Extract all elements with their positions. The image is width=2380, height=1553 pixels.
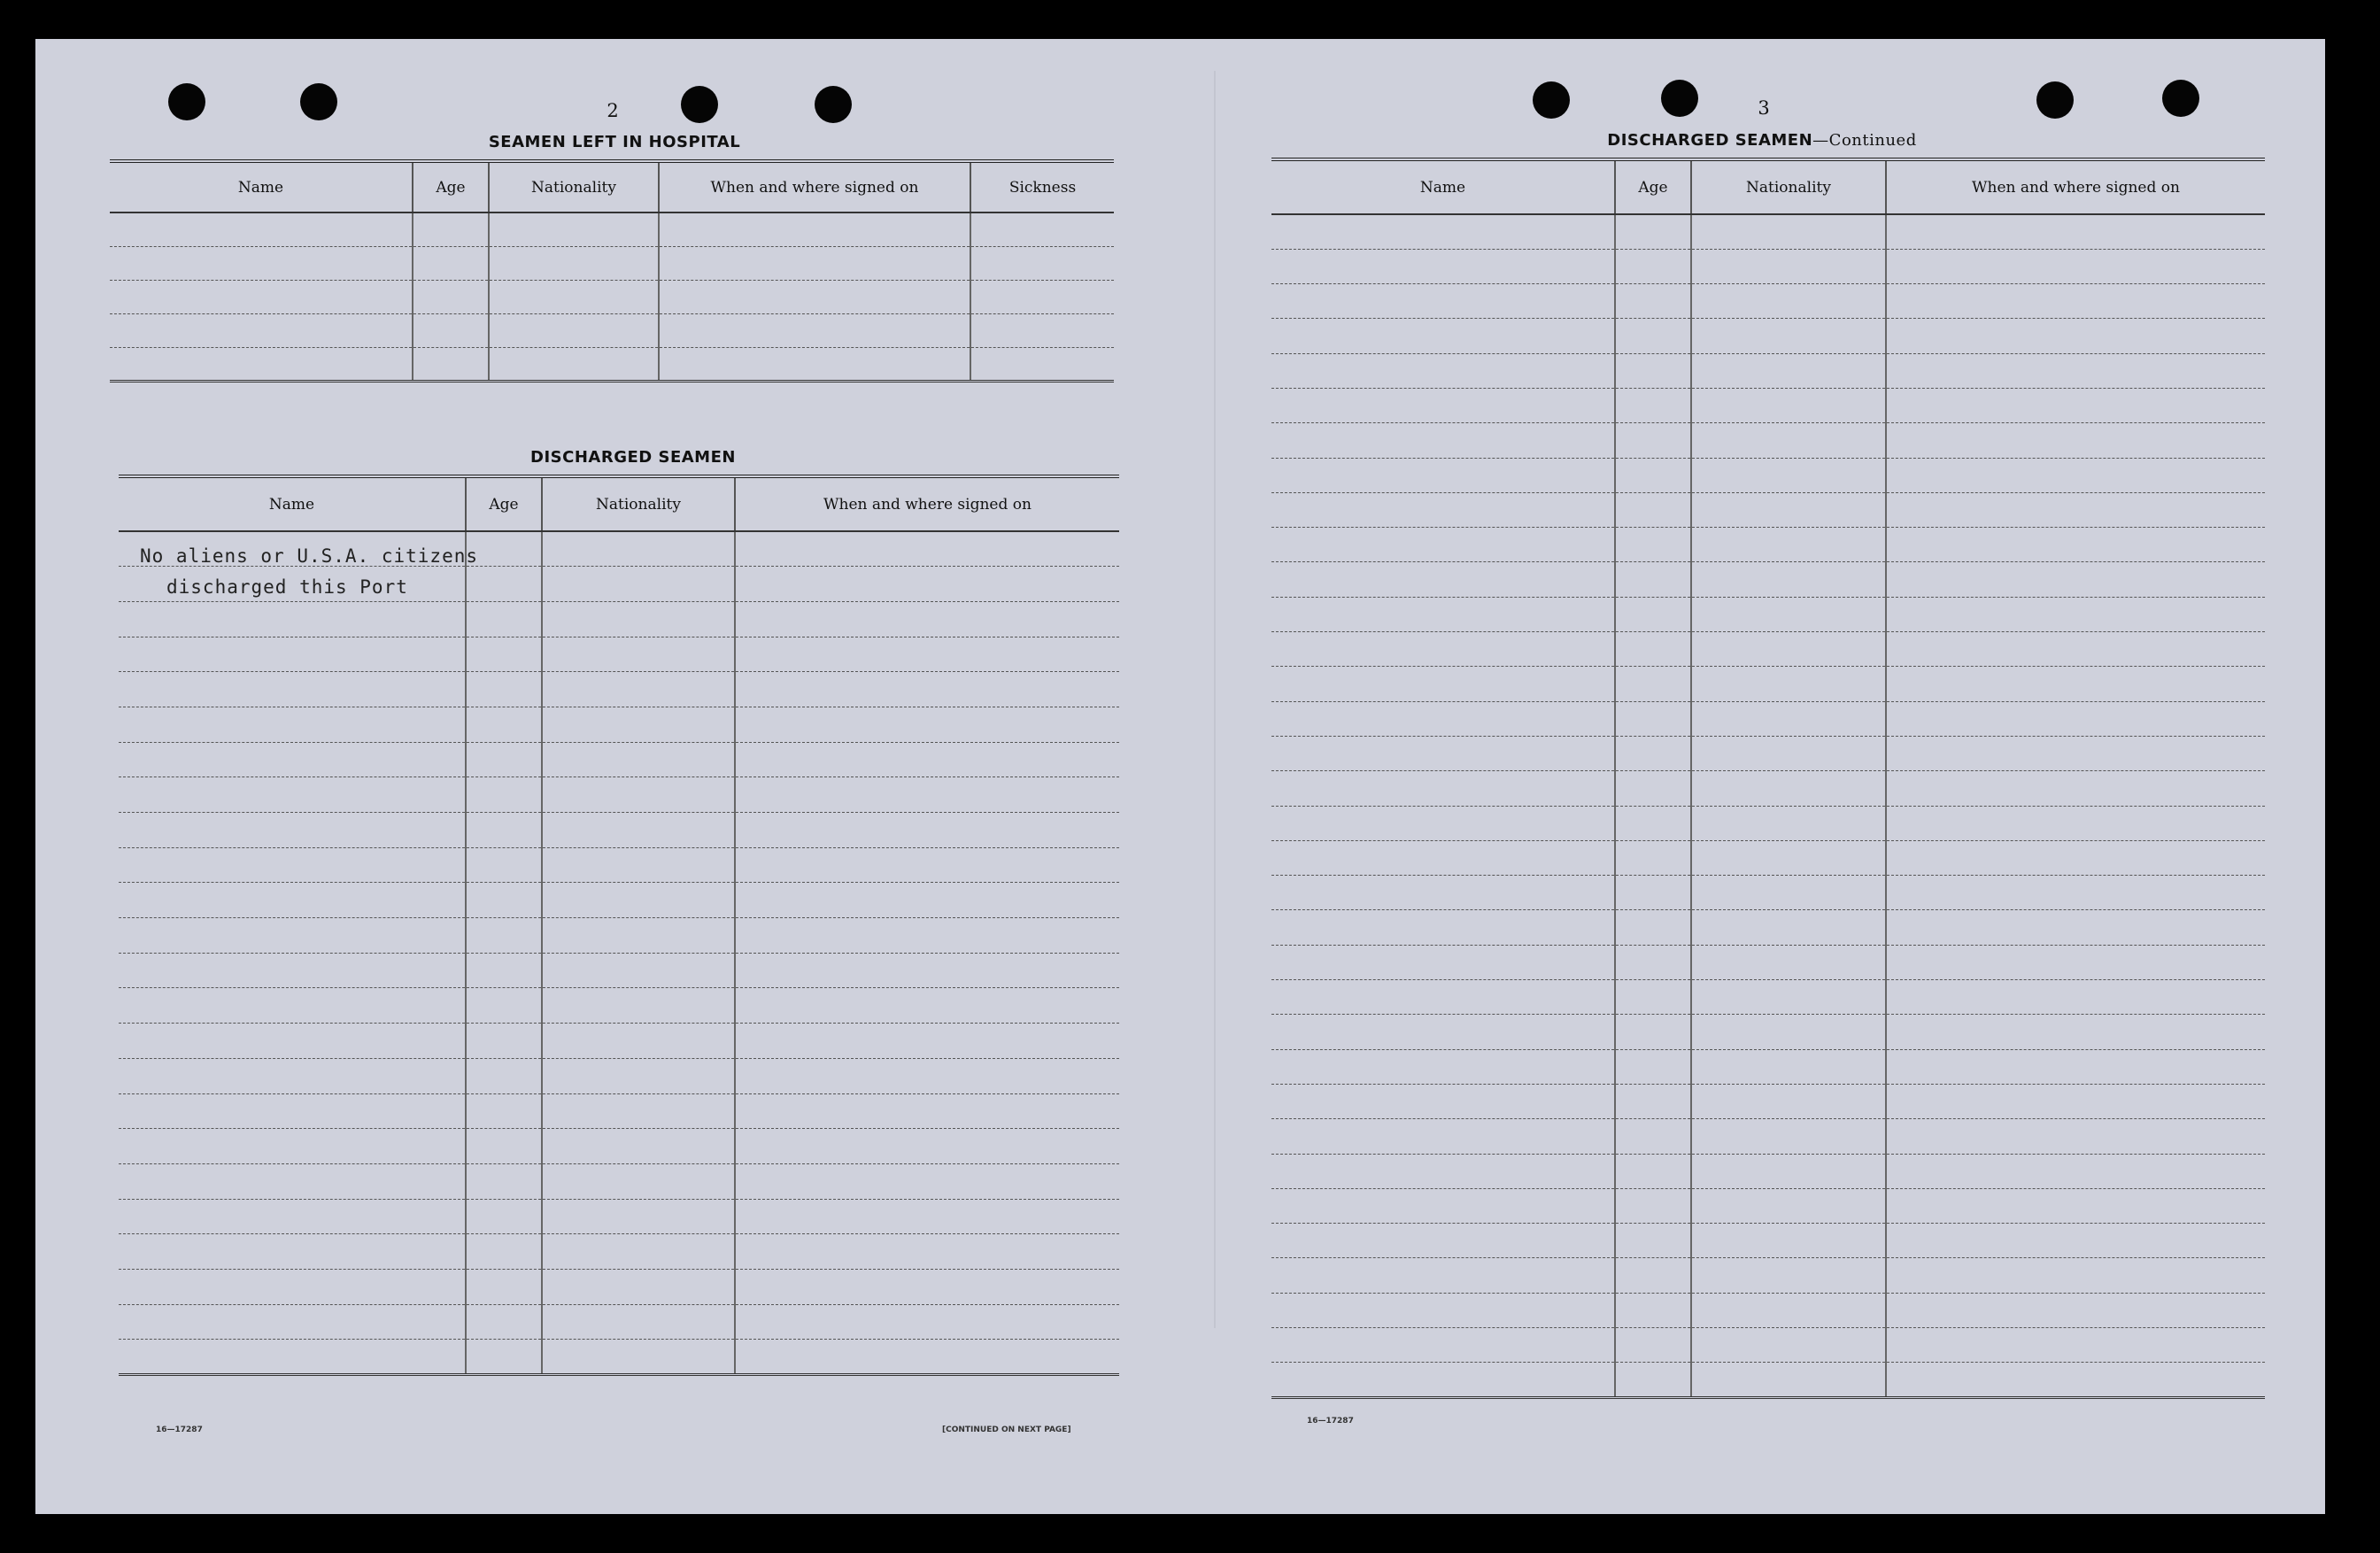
table-cell[interactable] xyxy=(1886,910,2265,945)
table-cell[interactable] xyxy=(466,1269,542,1304)
table-cell[interactable] xyxy=(542,637,735,672)
table-cell[interactable] xyxy=(1615,249,1691,283)
table-cell[interactable] xyxy=(466,988,542,1024)
table-cell[interactable] xyxy=(1271,284,1615,319)
table-cell[interactable] xyxy=(466,1058,542,1093)
table-cell[interactable] xyxy=(542,883,735,918)
table-cell[interactable] xyxy=(1886,1084,2265,1118)
table-cell[interactable] xyxy=(1615,284,1691,319)
table-cell[interactable] xyxy=(542,1199,735,1234)
table-cell[interactable] xyxy=(466,567,542,602)
table-cell[interactable] xyxy=(1271,492,1615,527)
table-cell[interactable] xyxy=(659,347,970,381)
table-cell[interactable] xyxy=(110,313,413,347)
table-cell[interactable] xyxy=(1615,597,1691,631)
table-cell[interactable] xyxy=(1271,1363,1615,1397)
table-cell[interactable] xyxy=(970,212,1114,246)
table-cell[interactable] xyxy=(1691,1154,1886,1188)
table-cell[interactable] xyxy=(466,813,542,848)
table-cell[interactable] xyxy=(466,918,542,954)
table-cell[interactable] xyxy=(1691,876,1886,910)
table-cell[interactable] xyxy=(1271,1119,1615,1154)
table-cell[interactable] xyxy=(735,707,1119,742)
table-cell[interactable] xyxy=(119,1093,466,1129)
table-cell[interactable] xyxy=(1615,528,1691,562)
table-cell[interactable] xyxy=(1691,1015,1886,1049)
table-cell[interactable] xyxy=(1271,1049,1615,1084)
table-cell[interactable] xyxy=(1271,806,1615,840)
table-cell[interactable] xyxy=(735,1199,1119,1234)
column-header-name: Name xyxy=(119,476,466,531)
punch-hole xyxy=(815,86,852,123)
table-cell[interactable] xyxy=(542,1163,735,1199)
table-cell[interactable] xyxy=(119,847,466,883)
table-cell[interactable] xyxy=(1691,597,1886,631)
punch-hole xyxy=(168,83,205,120)
table-cell[interactable] xyxy=(1615,423,1691,458)
table-cell[interactable] xyxy=(542,742,735,777)
table-cell[interactable] xyxy=(735,742,1119,777)
column-header-nationality: Nationality xyxy=(1691,159,1886,214)
table-cell[interactable] xyxy=(1615,736,1691,770)
table-cell[interactable] xyxy=(1615,492,1691,527)
table-cell[interactable] xyxy=(110,246,413,280)
table-cell[interactable] xyxy=(119,918,466,954)
table-cell[interactable] xyxy=(466,601,542,637)
table-cell[interactable] xyxy=(1886,458,2265,492)
table-cell[interactable] xyxy=(1271,771,1615,806)
table-cell[interactable] xyxy=(1691,1119,1886,1154)
table-cell[interactable] xyxy=(735,1129,1119,1164)
table-cell[interactable] xyxy=(1271,1188,1615,1223)
table-cell[interactable] xyxy=(1886,701,2265,736)
table-cell[interactable] xyxy=(1691,806,1886,840)
table-cell[interactable] xyxy=(1691,319,1886,353)
punch-hole xyxy=(1661,80,1698,117)
table-cell[interactable] xyxy=(1615,1363,1691,1397)
column-header-signed-on: When and where signed on xyxy=(659,161,970,212)
table-cell[interactable] xyxy=(1271,1258,1615,1293)
column-header-nationality: Nationality xyxy=(489,161,659,212)
table-cell[interactable] xyxy=(119,777,466,813)
table-cell[interactable] xyxy=(119,813,466,848)
table-cell[interactable] xyxy=(1886,840,2265,875)
table-cell[interactable] xyxy=(1691,388,1886,422)
table-cell[interactable] xyxy=(735,1304,1119,1340)
table-cell[interactable] xyxy=(110,347,413,381)
table-cell[interactable] xyxy=(1271,1084,1615,1118)
table-cell[interactable] xyxy=(1886,876,2265,910)
table-cell[interactable] xyxy=(542,601,735,637)
table-cell[interactable] xyxy=(1271,980,1615,1015)
column-header-nationality: Nationality xyxy=(542,476,735,531)
table-cell[interactable] xyxy=(466,953,542,988)
punch-hole xyxy=(1533,81,1570,119)
table-cell[interactable] xyxy=(1691,284,1886,319)
column-header-signed-on: When and where signed on xyxy=(1886,159,2265,214)
table-cell[interactable] xyxy=(542,1024,735,1059)
table-cell[interactable] xyxy=(1615,667,1691,701)
table-cell[interactable] xyxy=(466,707,542,742)
table-cell[interactable] xyxy=(735,672,1119,707)
table-cell[interactable] xyxy=(466,1163,542,1199)
table-cell[interactable] xyxy=(1691,423,1886,458)
table-cell[interactable] xyxy=(1691,458,1886,492)
table-cell[interactable] xyxy=(1691,1363,1886,1397)
table-cell[interactable] xyxy=(1615,910,1691,945)
column-header-age: Age xyxy=(413,161,489,212)
table-cell[interactable] xyxy=(1271,1015,1615,1049)
discharged-continued-table xyxy=(1271,158,2265,1399)
table-cell[interactable] xyxy=(735,918,1119,954)
table-cell[interactable] xyxy=(1615,771,1691,806)
table-cell[interactable] xyxy=(489,246,659,280)
table-cell[interactable] xyxy=(1886,1293,2265,1327)
table-cell[interactable] xyxy=(413,280,489,313)
table-cell[interactable] xyxy=(1691,701,1886,736)
table-cell[interactable] xyxy=(1691,840,1886,875)
table-cell[interactable] xyxy=(1271,528,1615,562)
table-cell[interactable] xyxy=(1615,1049,1691,1084)
table-cell[interactable] xyxy=(413,212,489,246)
table-cell[interactable] xyxy=(119,637,466,672)
table-cell[interactable] xyxy=(1615,388,1691,422)
table-cell[interactable] xyxy=(542,918,735,954)
table-cell[interactable] xyxy=(1691,1049,1886,1084)
table-cell[interactable] xyxy=(1271,667,1615,701)
table-cell[interactable] xyxy=(542,1269,735,1304)
table-cell[interactable] xyxy=(466,777,542,813)
table-cell[interactable] xyxy=(542,953,735,988)
table-cell[interactable] xyxy=(1886,771,2265,806)
typed-entry-line: No aliens or U.S.A. citizens xyxy=(140,545,479,567)
table-cell[interactable] xyxy=(1886,736,2265,770)
table-cell[interactable] xyxy=(413,246,489,280)
table-cell[interactable] xyxy=(735,847,1119,883)
table-cell[interactable] xyxy=(970,280,1114,313)
table-cell[interactable] xyxy=(119,1163,466,1199)
form-number-left: 16—17287 xyxy=(156,1426,203,1434)
table-cell[interactable] xyxy=(1615,1293,1691,1327)
table-cell[interactable] xyxy=(735,637,1119,672)
table-cell[interactable] xyxy=(1886,319,2265,353)
table-cell[interactable] xyxy=(735,988,1119,1024)
table-cell[interactable] xyxy=(1886,1328,2265,1363)
punch-hole xyxy=(681,86,718,123)
table-cell[interactable] xyxy=(1691,910,1886,945)
table-cell[interactable] xyxy=(1691,736,1886,770)
table-cell[interactable] xyxy=(735,883,1119,918)
table-cell[interactable] xyxy=(1615,980,1691,1015)
column-header-name: Name xyxy=(1271,159,1615,214)
table-cell[interactable] xyxy=(489,212,659,246)
table-cell[interactable] xyxy=(542,777,735,813)
column-header-age: Age xyxy=(466,476,542,531)
table-cell[interactable] xyxy=(1886,1188,2265,1223)
table-cell[interactable] xyxy=(466,1199,542,1234)
table-cell[interactable] xyxy=(1886,945,2265,979)
discharged-table xyxy=(119,475,1119,1376)
table-cell[interactable] xyxy=(119,1269,466,1304)
table-cell[interactable] xyxy=(1271,945,1615,979)
table-cell[interactable] xyxy=(1271,1328,1615,1363)
table-cell[interactable] xyxy=(1886,1015,2265,1049)
table-cell[interactable] xyxy=(119,1199,466,1234)
table-cell[interactable] xyxy=(1691,249,1886,283)
table-cell[interactable] xyxy=(1615,1188,1691,1223)
table-cell[interactable] xyxy=(542,707,735,742)
table-cell[interactable] xyxy=(1886,249,2265,283)
punch-hole xyxy=(2162,80,2199,117)
table-cell[interactable] xyxy=(1886,1363,2265,1397)
table-cell[interactable] xyxy=(1691,1224,1886,1258)
typed-entry-line: discharged this Port xyxy=(166,576,408,598)
table-cell[interactable] xyxy=(1615,806,1691,840)
section-title: DISCHARGED SEAMEN xyxy=(1607,131,1813,150)
table-cell[interactable] xyxy=(1886,1224,2265,1258)
table-cell[interactable] xyxy=(1615,945,1691,979)
column-header-sickness: Sickness xyxy=(970,161,1114,212)
table-cell[interactable] xyxy=(466,1304,542,1340)
table-cell[interactable] xyxy=(735,813,1119,848)
table-cell[interactable] xyxy=(1271,423,1615,458)
table-cell[interactable] xyxy=(735,1024,1119,1059)
table-cell[interactable] xyxy=(1886,1154,2265,1188)
table-cell[interactable] xyxy=(466,883,542,918)
table-cell[interactable] xyxy=(735,567,1119,602)
table-cell[interactable] xyxy=(1271,1293,1615,1327)
continued-note: [CONTINUED ON NEXT PAGE] xyxy=(942,1426,1071,1434)
table-cell[interactable] xyxy=(1886,284,2265,319)
table-cell[interactable] xyxy=(1691,1084,1886,1118)
table-cell[interactable] xyxy=(659,212,970,246)
table-cell[interactable] xyxy=(1615,701,1691,736)
table-cell[interactable] xyxy=(1691,1328,1886,1363)
discharged-continued-title xyxy=(1558,131,1966,150)
table-cell[interactable] xyxy=(1886,1258,2265,1293)
table-cell[interactable] xyxy=(1271,597,1615,631)
table-cell[interactable] xyxy=(119,742,466,777)
table-cell[interactable] xyxy=(1886,492,2265,527)
table-cell[interactable] xyxy=(542,813,735,848)
table-cell[interactable] xyxy=(119,1340,466,1375)
table-cell[interactable] xyxy=(119,1129,466,1164)
table-cell[interactable] xyxy=(659,246,970,280)
table-cell[interactable] xyxy=(1886,353,2265,388)
table-cell[interactable] xyxy=(119,1304,466,1340)
table-cell[interactable] xyxy=(1615,1154,1691,1188)
column-header-signed-on: When and where signed on xyxy=(735,476,1119,531)
table-cell[interactable] xyxy=(1271,388,1615,422)
table-cell[interactable] xyxy=(1691,771,1886,806)
table-cell[interactable] xyxy=(1615,1328,1691,1363)
table-cell[interactable] xyxy=(1615,214,1691,249)
table-cell[interactable] xyxy=(489,280,659,313)
table-cell[interactable] xyxy=(1615,353,1691,388)
table-cell[interactable] xyxy=(1886,388,2265,422)
table-cell[interactable] xyxy=(1615,562,1691,597)
table-cell[interactable] xyxy=(119,672,466,707)
table-cell[interactable] xyxy=(1615,1119,1691,1154)
table-cell[interactable] xyxy=(1271,632,1615,667)
table-cell[interactable] xyxy=(1271,458,1615,492)
table-cell[interactable] xyxy=(1271,1224,1615,1258)
table-cell[interactable] xyxy=(489,347,659,381)
table-cell[interactable] xyxy=(1271,562,1615,597)
table-cell[interactable] xyxy=(1271,876,1615,910)
table-cell[interactable] xyxy=(1615,1015,1691,1049)
table-cell[interactable] xyxy=(1271,736,1615,770)
table-cell[interactable] xyxy=(1691,528,1886,562)
table-cell[interactable] xyxy=(1691,980,1886,1015)
table-cell[interactable] xyxy=(110,212,413,246)
table-cell[interactable] xyxy=(1271,701,1615,736)
table-cell[interactable] xyxy=(1886,597,2265,631)
table-cell[interactable] xyxy=(1886,632,2265,667)
table-cell[interactable] xyxy=(542,847,735,883)
table-cell[interactable] xyxy=(735,531,1119,567)
table-cell[interactable] xyxy=(1886,1119,2265,1154)
table-cell[interactable] xyxy=(1691,492,1886,527)
table-cell[interactable] xyxy=(1271,249,1615,283)
table-cell[interactable] xyxy=(466,1340,542,1375)
table-cell[interactable] xyxy=(970,347,1114,381)
column-header-age: Age xyxy=(1615,159,1691,214)
table-cell[interactable] xyxy=(413,347,489,381)
table-cell[interactable] xyxy=(1886,806,2265,840)
table-cell[interactable] xyxy=(466,672,542,707)
table-cell[interactable] xyxy=(466,1129,542,1164)
table-cell[interactable] xyxy=(110,280,413,313)
column-header-name: Name xyxy=(110,161,413,212)
discharged-section-title: DISCHARGED SEAMEN xyxy=(530,448,736,467)
table-cell[interactable] xyxy=(1691,1258,1886,1293)
table-cell[interactable] xyxy=(1271,353,1615,388)
page-number-left: 2 xyxy=(607,100,619,121)
table-cell[interactable] xyxy=(466,637,542,672)
table-cell[interactable] xyxy=(970,246,1114,280)
table-cell[interactable] xyxy=(542,1058,735,1093)
table-cell[interactable] xyxy=(1271,840,1615,875)
table-cell[interactable] xyxy=(542,988,735,1024)
table-cell[interactable] xyxy=(1691,945,1886,979)
table-cell[interactable] xyxy=(542,1304,735,1340)
table-cell[interactable] xyxy=(1886,980,2265,1015)
page-number-right: 3 xyxy=(1758,97,1770,119)
table-cell[interactable] xyxy=(1615,1258,1691,1293)
table-cell[interactable] xyxy=(1615,876,1691,910)
table-cell[interactable] xyxy=(542,1234,735,1270)
table-cell[interactable] xyxy=(466,742,542,777)
table-cell[interactable] xyxy=(1271,214,1615,249)
table-cell[interactable] xyxy=(1615,840,1691,875)
table-cell[interactable] xyxy=(659,313,970,347)
section-title-suffix: —Continued xyxy=(1812,131,1917,150)
table-cell[interactable] xyxy=(1886,667,2265,701)
table-cell[interactable] xyxy=(413,313,489,347)
table-cell[interactable] xyxy=(735,1058,1119,1093)
table-cell[interactable] xyxy=(119,601,466,637)
hospital-section-title: SEAMEN LEFT IN HOSPITAL xyxy=(488,133,741,151)
table-cell[interactable] xyxy=(542,1340,735,1375)
table-cell[interactable] xyxy=(1615,632,1691,667)
table-cell[interactable] xyxy=(1615,1224,1691,1258)
table-cell[interactable] xyxy=(735,1269,1119,1304)
table-cell[interactable] xyxy=(735,777,1119,813)
table-cell[interactable] xyxy=(1615,458,1691,492)
table-cell[interactable] xyxy=(1691,632,1886,667)
table-cell[interactable] xyxy=(1691,667,1886,701)
table-cell[interactable] xyxy=(659,280,970,313)
table-cell[interactable] xyxy=(119,707,466,742)
table-cell[interactable] xyxy=(119,1024,466,1059)
table-cell[interactable] xyxy=(1691,1293,1886,1327)
table-cell[interactable] xyxy=(735,953,1119,988)
table-cell[interactable] xyxy=(1886,214,2265,249)
table-cell[interactable] xyxy=(1886,562,2265,597)
table-cell[interactable] xyxy=(119,1058,466,1093)
table-cell[interactable] xyxy=(119,1234,466,1270)
table-cell[interactable] xyxy=(542,672,735,707)
table-cell[interactable] xyxy=(542,531,735,567)
table-cell[interactable] xyxy=(466,1234,542,1270)
table-cell[interactable] xyxy=(735,1340,1119,1375)
table-cell[interactable] xyxy=(1271,910,1615,945)
table-cell[interactable] xyxy=(735,1234,1119,1270)
table-cell[interactable] xyxy=(1691,353,1886,388)
table-cell[interactable] xyxy=(489,313,659,347)
punch-hole xyxy=(2036,81,2074,119)
table-cell[interactable] xyxy=(1886,528,2265,562)
table-cell[interactable] xyxy=(466,1093,542,1129)
hospital-table xyxy=(110,159,1114,382)
table-cell[interactable] xyxy=(1886,423,2265,458)
table-cell[interactable] xyxy=(466,847,542,883)
table-cell[interactable] xyxy=(970,313,1114,347)
table-cell[interactable] xyxy=(735,601,1119,637)
page-fold xyxy=(1214,71,1216,1328)
table-cell[interactable] xyxy=(466,1024,542,1059)
table-cell[interactable] xyxy=(1271,319,1615,353)
table-cell[interactable] xyxy=(119,883,466,918)
table-cell[interactable] xyxy=(1886,1049,2265,1084)
table-cell[interactable] xyxy=(735,1093,1119,1129)
table-cell[interactable] xyxy=(542,1093,735,1129)
table-cell[interactable] xyxy=(1691,214,1886,249)
table-cell[interactable] xyxy=(1691,1188,1886,1223)
table-cell[interactable] xyxy=(542,567,735,602)
form-number-right: 16—17287 xyxy=(1307,1417,1354,1426)
table-cell[interactable] xyxy=(1615,1084,1691,1118)
table-cell[interactable] xyxy=(119,953,466,988)
table-cell[interactable] xyxy=(542,1129,735,1164)
table-cell[interactable] xyxy=(1271,1154,1615,1188)
table-cell[interactable] xyxy=(119,988,466,1024)
table-cell[interactable] xyxy=(735,1163,1119,1199)
table-cell[interactable] xyxy=(1691,562,1886,597)
table-cell[interactable] xyxy=(1615,319,1691,353)
punch-hole xyxy=(300,83,337,120)
